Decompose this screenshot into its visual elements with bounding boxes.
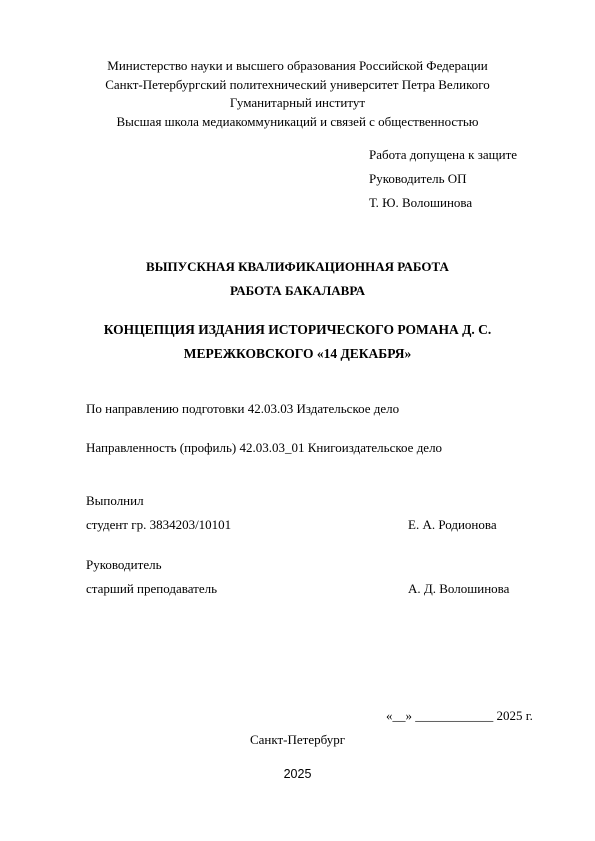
author-name: Е. А. Родионова	[408, 517, 497, 532]
city: Санкт-Петербург	[249, 732, 346, 747]
program-direction: По направлению подготовки 42.03.03 Издательское дело	[86, 401, 400, 416]
supervisor-role: старший преподаватель	[86, 581, 218, 596]
university-name: Санкт-Петербургский политехнический университет Петра Великого	[105, 77, 490, 92]
approval-line: Работа допущена к защите	[369, 147, 518, 162]
work-title-line-1: КОНЦЕПЦИЯ ИЗДАНИЯ ИСТОРИЧЕСКОГО РОМАНА Д. С.	[103, 322, 492, 337]
program-profile: Направленность (профиль) 42.03.03_01 Книгоиздательское дело	[86, 440, 443, 455]
approval-name: Т. Ю. Волошинова	[369, 195, 473, 210]
author-role: студент гр. 3834203/10101	[86, 517, 232, 532]
supervisor-label: Руководитель	[86, 557, 162, 572]
supervisor-name: А. Д. Волошинова	[408, 581, 510, 596]
institute-name: Гуманитарный институт	[229, 95, 366, 110]
work-title-line-2: МЕРЕЖКОВСКОГО «14 ДЕКАБРЯ»	[183, 346, 412, 361]
ministry-name: Министерство науки и высшего образования Российской Федерации	[107, 58, 488, 73]
year: 2025	[283, 767, 312, 781]
work-degree: РАБОТА БАКАЛАВРА	[230, 283, 365, 298]
author-label: Выполнил	[86, 493, 144, 508]
approval-role: Руководитель ОП	[369, 171, 467, 186]
work-type: ВЫПУСКНАЯ КВАЛИФИКАЦИОННАЯ РАБОТА	[146, 259, 449, 274]
school-name: Высшая школа медиакоммуникаций и связей с общественностью	[116, 114, 479, 129]
signature-date-line: «__» ____________ 2025 г.	[386, 708, 533, 723]
